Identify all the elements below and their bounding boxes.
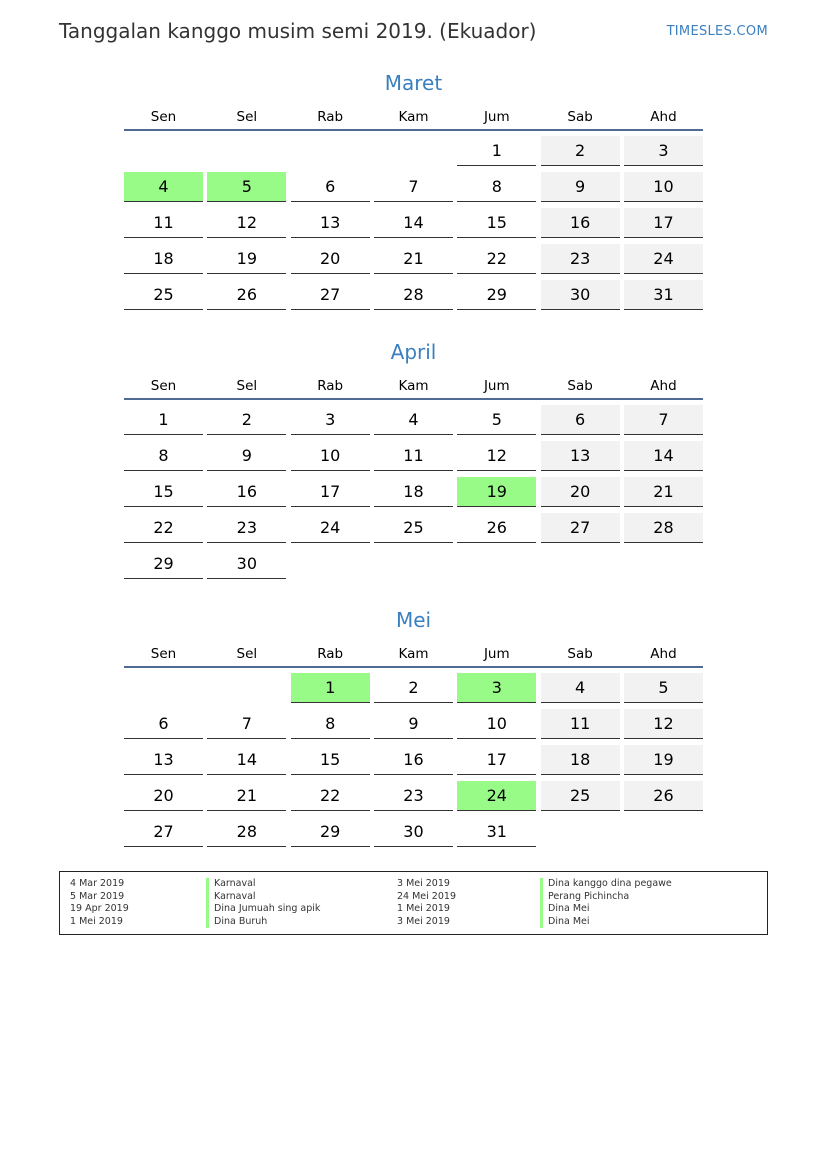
legend-date: 3 Mei 2019 — [397, 878, 450, 889]
day-cell: 31 — [457, 817, 536, 847]
weekend-day-cell: 13 — [541, 441, 620, 471]
weekend-day-cell: 10 — [624, 172, 703, 202]
day-cell: 5 — [457, 405, 536, 435]
holiday-day-cell: 24 — [457, 781, 536, 811]
legend-holiday-name: Dina Mei — [540, 903, 757, 916]
day-cell: 28 — [207, 817, 286, 847]
weekday-label: Sab — [567, 109, 593, 125]
legend-holiday-name: Dina Jumuah sing apik — [206, 903, 397, 916]
weekend-day-cell: 24 — [624, 244, 703, 274]
brand-link[interactable]: TIMESLES.COM — [666, 24, 768, 39]
weekend-day-cell: 28 — [624, 513, 703, 543]
month-mei — [124, 607, 703, 847]
day-cell: 1 — [124, 405, 203, 435]
legend-date: 1 Mei 2019 — [397, 903, 450, 914]
day-cell: 23 — [207, 513, 286, 543]
day-cell: 7 — [207, 709, 286, 739]
legend-date: 4 Mar 2019 — [70, 878, 125, 889]
day-cell: 26 — [457, 513, 536, 543]
weekend-day-cell: 23 — [541, 244, 620, 274]
legend-holiday-name: Karnaval — [206, 891, 397, 904]
weekday-label: Sab — [567, 378, 593, 394]
day-cell: 18 — [124, 244, 203, 274]
holiday-day-cell: 4 — [124, 172, 203, 202]
day-cell: 22 — [457, 244, 536, 274]
legend-holiday-name: Karnaval — [206, 878, 397, 891]
empty-cell — [207, 673, 286, 703]
weekend-day-cell: 7 — [624, 405, 703, 435]
day-cell: 27 — [124, 817, 203, 847]
legend-holiday-name: Perang Pichincha — [540, 891, 757, 904]
month-name: April — [390, 340, 437, 364]
legend-holiday-name: Dina Buruh — [206, 916, 397, 929]
day-grid — [124, 400, 703, 579]
day-cell: 9 — [374, 709, 453, 739]
day-cell: 17 — [457, 745, 536, 775]
day-cell: 9 — [207, 441, 286, 471]
day-cell: 8 — [291, 709, 370, 739]
empty-cell — [124, 673, 203, 703]
legend-holiday-name: Dina kanggo dina pegawe — [540, 878, 757, 891]
day-cell: 30 — [207, 549, 286, 579]
empty-cell — [291, 136, 370, 166]
weekend-day-cell: 21 — [624, 477, 703, 507]
weekday-label: Rab — [317, 378, 344, 394]
day-cell: 15 — [291, 745, 370, 775]
day-cell: 21 — [374, 244, 453, 274]
weekend-day-cell: 25 — [541, 781, 620, 811]
day-cell: 15 — [457, 208, 536, 238]
weekend-day-cell: 4 — [541, 673, 620, 703]
day-cell: 10 — [457, 709, 536, 739]
day-cell: 13 — [291, 208, 370, 238]
weekday-label: Jum — [483, 109, 510, 125]
weekday-label: Ahd — [650, 646, 677, 662]
weekend-day-cell: 12 — [624, 709, 703, 739]
weekend-day-cell: 30 — [541, 280, 620, 310]
day-cell: 2 — [207, 405, 286, 435]
weekday-label: Kam — [398, 378, 429, 394]
day-cell: 1 — [457, 136, 536, 166]
day-cell: 29 — [457, 280, 536, 310]
day-cell: 16 — [207, 477, 286, 507]
day-cell: 15 — [124, 477, 203, 507]
day-cell: 26 — [207, 280, 286, 310]
day-cell: 30 — [374, 817, 453, 847]
day-cell: 10 — [291, 441, 370, 471]
month-name: Maret — [384, 71, 443, 95]
weekday-label: Sab — [567, 646, 593, 662]
weekend-day-cell: 6 — [541, 405, 620, 435]
weekday-label: Rab — [317, 646, 344, 662]
weekday-label: Rab — [317, 109, 344, 125]
day-cell: 20 — [291, 244, 370, 274]
legend-date: 1 Mei 2019 — [70, 915, 123, 927]
day-cell: 14 — [207, 745, 286, 775]
weekday-label: Sen — [150, 378, 177, 394]
weekend-day-cell: 3 — [624, 136, 703, 166]
day-cell: 17 — [291, 477, 370, 507]
day-cell: 16 — [374, 745, 453, 775]
day-grid — [124, 668, 703, 847]
day-cell: 8 — [457, 172, 536, 202]
day-cell: 18 — [374, 477, 453, 507]
legend-holiday-name: Dina Mei — [540, 916, 757, 929]
weekday-label: Jum — [483, 646, 510, 662]
holiday-day-cell: 19 — [457, 477, 536, 507]
day-cell: 27 — [291, 280, 370, 310]
weekday-label: Kam — [398, 646, 429, 662]
empty-cell — [124, 136, 203, 166]
day-cell: 29 — [124, 549, 203, 579]
day-cell: 6 — [291, 172, 370, 202]
day-cell: 12 — [207, 208, 286, 238]
day-grid — [124, 131, 703, 310]
day-cell: 12 — [457, 441, 536, 471]
legend-date: 19 Apr 2019 — [70, 903, 129, 914]
weekday-header — [124, 377, 703, 400]
day-cell: 11 — [124, 208, 203, 238]
day-cell: 3 — [291, 405, 370, 435]
weekday-label: Jum — [483, 378, 510, 394]
day-cell: 23 — [374, 781, 453, 811]
legend-date: 5 Mar 2019 — [70, 890, 125, 902]
weekday-label: Ahd — [650, 378, 677, 394]
day-cell: 22 — [124, 513, 203, 543]
day-cell: 7 — [374, 172, 453, 202]
weekday-header — [124, 645, 703, 668]
weekend-day-cell: 5 — [624, 673, 703, 703]
weekend-day-cell: 18 — [541, 745, 620, 775]
day-cell: 2 — [374, 673, 453, 703]
weekday-header — [124, 108, 703, 131]
weekday-label: Sel — [236, 646, 258, 662]
weekday-label: Kam — [398, 109, 429, 125]
day-cell: 11 — [374, 441, 453, 471]
day-cell: 6 — [124, 709, 203, 739]
weekend-day-cell: 26 — [624, 781, 703, 811]
holiday-day-cell: 5 — [207, 172, 286, 202]
weekday-label: Ahd — [650, 109, 677, 125]
day-cell: 14 — [374, 208, 453, 238]
weekday-label: Sen — [150, 646, 177, 662]
weekday-label: Sel — [236, 378, 258, 394]
day-cell: 25 — [374, 513, 453, 543]
day-cell: 25 — [124, 280, 203, 310]
legend-date: 3 Mei 2019 — [397, 915, 450, 927]
weekend-day-cell: 20 — [541, 477, 620, 507]
day-cell: 21 — [207, 781, 286, 811]
weekend-day-cell: 11 — [541, 709, 620, 739]
weekend-day-cell: 17 — [624, 208, 703, 238]
day-cell: 8 — [124, 441, 203, 471]
day-cell: 29 — [291, 817, 370, 847]
weekend-day-cell: 19 — [624, 745, 703, 775]
empty-cell — [374, 136, 453, 166]
holiday-legend — [59, 871, 768, 935]
day-cell: 28 — [374, 280, 453, 310]
weekend-day-cell: 16 — [541, 208, 620, 238]
empty-cell — [207, 136, 286, 166]
day-cell: 20 — [124, 781, 203, 811]
day-cell: 19 — [207, 244, 286, 274]
weekend-day-cell: 2 — [541, 136, 620, 166]
weekend-day-cell: 27 — [541, 513, 620, 543]
day-cell: 24 — [291, 513, 370, 543]
weekend-day-cell: 14 — [624, 441, 703, 471]
holiday-day-cell: 3 — [457, 673, 536, 703]
day-cell: 13 — [124, 745, 203, 775]
weekday-label: Sen — [150, 109, 177, 125]
holiday-day-cell: 1 — [291, 673, 370, 703]
weekday-label: Sel — [236, 109, 258, 125]
month-april — [124, 339, 703, 579]
day-cell: 22 — [291, 781, 370, 811]
weekend-day-cell: 31 — [624, 280, 703, 310]
page-title: Tanggalan kanggo musim semi 2019. (Ekuador) — [59, 19, 537, 43]
day-cell: 4 — [374, 405, 453, 435]
weekend-day-cell: 9 — [541, 172, 620, 202]
legend-date: 24 Mei 2019 — [397, 890, 456, 902]
month-name: Mei — [395, 608, 432, 632]
month-maret — [124, 70, 703, 310]
